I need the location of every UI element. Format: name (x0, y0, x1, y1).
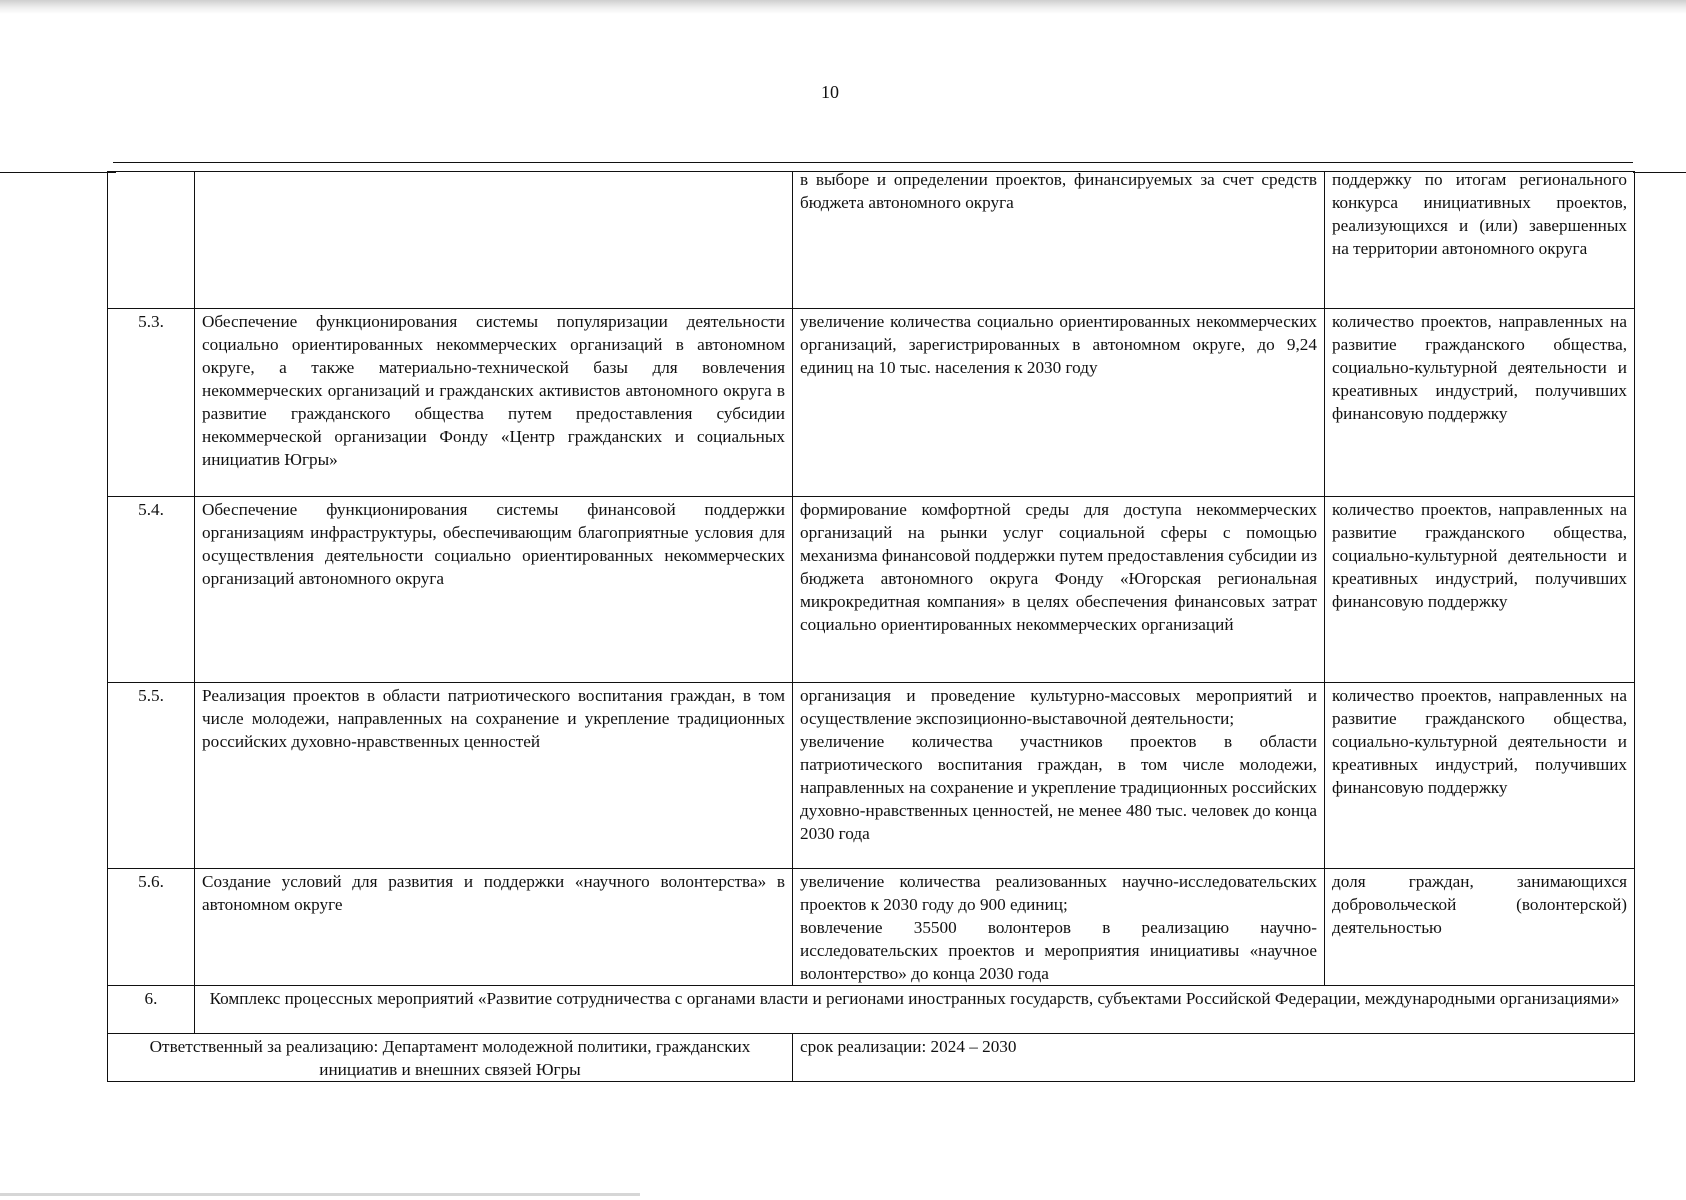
result-text-continued: в выборе и определении проектов, финансируемых за счет средств бюджета автономного округа (800, 171, 1317, 212)
row-number-5-6: 5.6. (108, 869, 195, 986)
result-text-5-5-b: увеличение количества участников проектов в области патриотического воспитания граждан, в том числе молодежи, направленных на сохранение и укрепление традиционных российских духовно-нравственных ценностей, не менее 480 тыс. человек до конца 2030 года (800, 732, 1317, 843)
table-row-5-5 (108, 683, 1635, 869)
result-text-5-6-a: увеличение количества реализованных научно-исследовательских проектов к 2030 году до 900 единиц; (800, 872, 1317, 914)
table-rule-right (1633, 172, 1686, 173)
result-text-5-4: формирование комфортной среды для доступа некоммерческих организаций на рынки услуг социальной сферы с помощью механизма финансовой поддержки путем предоставления субсидии из бюджета автономного округа Фонду «Югорская региональная микрокредитная компания» в целях обеспечения финансовых затрат социально ориентированных некоммерческих организаций (800, 500, 1317, 634)
result-text-5-3: увеличение количества социально ориентированных некоммерческих организаций, зарегистрированных в автономном округе, до 9,24 единиц на 10 тыс. населения к 2030 году (800, 312, 1317, 377)
indicator-text-5-3: количество проектов, направленных на развитие гражданского общества, социально-культурной деятельности и креативных индустрий, получивших финансовую поддержку (1325, 309, 1635, 497)
table-row-section-6 (108, 986, 1635, 1034)
indicator-text-5-4: количество проектов, направленных на развитие гражданского общества, социально-культурной деятельности и креативных индустрий, получивших финансовую поддержку (1325, 497, 1635, 683)
scan-edge-bottom (0, 1193, 640, 1196)
indicator-text-5-6: доля граждан, занимающихся добровольческой (волонтерской) деятельностью (1325, 869, 1635, 986)
task-text-5-4: Обеспечение функционирования системы финансовой поддержки организациям инфраструктуры, обеспечивающим благоприятные условия для осуществления деятельности социально ориентированных некоммерческих организаций автономного округа (195, 497, 793, 683)
section-title-6: Комплекс процессных мероприятий «Развитие сотрудничества с органами власти и регионами иностранных государств, субъектами Российской Федерации, международными организациями» (195, 986, 1635, 1034)
row-number-6: 6. (108, 986, 195, 1034)
scan-edge-top (0, 0, 1686, 14)
table-row-continued (108, 172, 1635, 309)
indicator-text-continued: поддержку по итогам регионального конкурса инициативных проектов, реализующихся и (или) завершенных на территории автономного округа (1332, 171, 1627, 258)
task-text-5-3: Обеспечение функционирования системы популяризации деятельности социально ориентированных некоммерческих организаций в автономном округе, а также материально-технической базы для вовлечения некоммерческих организаций и гражданских активистов автономного округа в развитие гражданского общества путем предоставления субсидии некоммерческой организации Фонду «Центр гражданских и социальных инициатив Югры» (195, 309, 793, 497)
result-text-5-5-a: организация и проведение культурно-массовых мероприятий и осуществление экспозиционно-выставочной деятельности; (800, 686, 1317, 728)
row-number-5-4: 5.4. (108, 497, 195, 683)
result-cell-5-5 (793, 683, 1325, 869)
row-number-5-5: 5.5. (108, 683, 195, 869)
table-row-footer (108, 1034, 1635, 1082)
result-cell-5-6 (793, 869, 1325, 986)
table-rule-left (0, 172, 116, 173)
cell-number-continued (108, 172, 195, 309)
table-row-5-3 (108, 309, 1635, 497)
table-row-5-4 (108, 497, 1635, 683)
table-frame-top (113, 162, 1633, 163)
term-text: срок реализации: 2024 – 2030 (793, 1034, 1635, 1082)
table-row-5-6 (108, 869, 1635, 986)
result-cell-5-3 (793, 309, 1325, 497)
row-number-5-3: 5.3. (108, 309, 195, 497)
cell-task-continued (195, 172, 793, 309)
page-number: 10 (821, 82, 839, 102)
responsible-text: Ответственный за реализацию: Департамент молодежной политики, гражданских инициатив и внешних связей Югры (108, 1034, 793, 1082)
task-text-5-5: Реализация проектов в области патриотического воспитания граждан, в том числе молодежи, направленных на сохранение и укрепление традиционных российских духовно-нравственных ценностей (195, 683, 793, 869)
result-text-5-6-b: вовлечение 35500 волонтеров в реализацию научно-исследовательских проектов и мероприятия инициативы «научное волонтерство» до конца 2030 года (800, 918, 1317, 983)
indicator-text-5-5: количество проектов, направленных на развитие гражданского общества, социально-культурной деятельности и креативных индустрий, получивших финансовую поддержку (1325, 683, 1635, 869)
measures-table (107, 171, 1635, 1082)
result-cell-5-4 (793, 497, 1325, 683)
cell-result-continued (793, 172, 1325, 309)
cell-indicator-continued (1325, 172, 1635, 309)
task-text-5-6: Создание условий для развития и поддержки «научного волонтерства» в автономном округе (195, 869, 793, 986)
